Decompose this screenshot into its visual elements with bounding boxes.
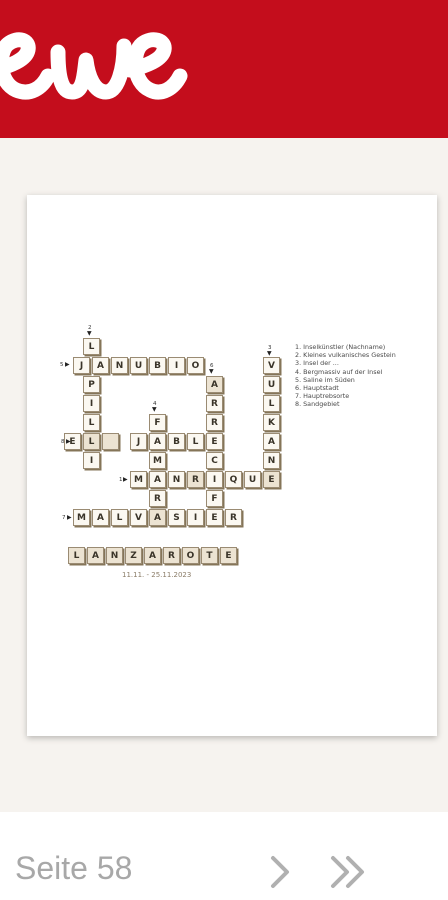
crossword-cell: A xyxy=(92,509,109,526)
crossword-cell: R xyxy=(187,471,204,488)
arrow-right-icon: ▶ xyxy=(123,476,128,483)
solution-cell: R xyxy=(163,547,180,564)
clue-item: 7. Hauptrebsorte xyxy=(295,392,350,401)
page-number-label: Seite 58 xyxy=(15,850,133,886)
crossword-cell: E xyxy=(206,509,223,526)
crossword-cell: I xyxy=(187,509,204,526)
clue-item: 3. Insel der ... xyxy=(295,359,339,368)
crossword-cell: R xyxy=(206,395,223,412)
crossword-cell: P xyxy=(83,376,100,393)
page-footer xyxy=(0,812,448,900)
crossword-cell: F xyxy=(206,490,223,507)
clue-number: 7 xyxy=(62,515,66,521)
crossword-cell: O xyxy=(187,357,204,374)
solution-cell: E xyxy=(220,547,237,564)
crossword-cell: E xyxy=(263,471,280,488)
solution-cell: Z xyxy=(125,547,142,564)
arrow-down-icon: ▼ xyxy=(209,368,214,375)
last-page-button[interactable] xyxy=(326,850,370,894)
crossword-cell xyxy=(102,433,119,450)
crossword-cell: A xyxy=(149,509,166,526)
solution-cell: T xyxy=(201,547,218,564)
clue-number: 6 xyxy=(210,363,214,369)
crossword-cell: A xyxy=(149,471,166,488)
crossword-cell: S xyxy=(168,509,185,526)
crossword-cell: I xyxy=(83,452,100,469)
crossword-cell: L xyxy=(83,338,100,355)
crossword-cell: I xyxy=(206,471,223,488)
crossword-cell: A xyxy=(263,433,280,450)
double-chevron-right-icon xyxy=(328,854,368,890)
ewe-logo xyxy=(0,0,200,138)
clue-list xyxy=(295,343,396,409)
solution-cell: O xyxy=(182,547,199,564)
clue-item: 2. Kleines vulkanisches Gestein xyxy=(295,351,396,360)
crossword-cell: M xyxy=(149,452,166,469)
clue-item: 6. Hauptstadt xyxy=(295,384,339,393)
crossword-cell: C xyxy=(206,452,223,469)
clue-number: 3 xyxy=(268,345,272,351)
chevron-right-icon xyxy=(268,854,292,890)
solution-cell: N xyxy=(106,547,123,564)
arrow-down-icon: ▼ xyxy=(87,330,92,337)
solution-cell: L xyxy=(68,547,85,564)
magazine-page[interactable] xyxy=(27,195,437,736)
crossword-cell: A xyxy=(92,357,109,374)
clue-number: 5 xyxy=(60,362,64,368)
crossword-cell: J xyxy=(130,433,147,450)
clue-number: 8 xyxy=(61,439,65,445)
arrow-right-icon: ▶ xyxy=(65,361,70,368)
crossword-cell: I xyxy=(168,357,185,374)
crossword-cell: R xyxy=(225,509,242,526)
crossword-cell: L xyxy=(263,395,280,412)
crossword-cell: I xyxy=(83,395,100,412)
crossword-cell: U xyxy=(244,471,261,488)
crossword-cell: K xyxy=(263,414,280,431)
solution-cell: A xyxy=(144,547,161,564)
crossword-cell: Q xyxy=(225,471,242,488)
clue-item: 5. Saline im Süden xyxy=(295,375,355,384)
crossword-cell: J xyxy=(73,357,90,374)
crossword-cell: A xyxy=(149,433,166,450)
crossword-cell: U xyxy=(130,357,147,374)
crossword-cell: L xyxy=(83,433,100,450)
crossword-cell: L xyxy=(187,433,204,450)
date-caption: 11.11. - 25.11.2023 xyxy=(122,571,192,579)
crossword-cell: R xyxy=(206,414,223,431)
crossword-cell: N xyxy=(263,452,280,469)
crossword-cell: V xyxy=(263,357,280,374)
reader-content xyxy=(0,138,448,812)
app-header xyxy=(0,0,448,138)
crossword-cell: L xyxy=(83,414,100,431)
crossword-cell: U xyxy=(263,376,280,393)
clue-item: 1. Inselkünstler (Nachname) xyxy=(295,343,386,351)
crossword-cell: A xyxy=(206,376,223,393)
crossword-cell: B xyxy=(149,357,166,374)
next-page-button[interactable] xyxy=(258,850,302,894)
crossword-cell: F xyxy=(149,414,166,431)
arrow-down-icon: ▼ xyxy=(152,406,157,413)
crossword-cell: B xyxy=(168,433,185,450)
crossword-cell: R xyxy=(149,490,166,507)
clue-number: 1 xyxy=(119,477,123,483)
clue-number: 4 xyxy=(153,401,157,407)
crossword-cell: E xyxy=(206,433,223,450)
crossword-cell: V xyxy=(130,509,147,526)
arrow-right-icon: ▶ xyxy=(67,514,72,521)
crossword-cell: M xyxy=(73,509,90,526)
arrow-right-icon: ▶ xyxy=(66,438,71,445)
clue-number: 2 xyxy=(88,325,92,331)
crossword-cell: M xyxy=(130,471,147,488)
crossword-cell: E xyxy=(64,433,81,450)
crossword-cell: N xyxy=(168,471,185,488)
arrow-down-icon: ▼ xyxy=(267,350,272,357)
clue-item: 8. Sandgebiet xyxy=(295,400,340,409)
clue-item: 4. Bergmassiv auf der Insel xyxy=(295,367,383,376)
solution-cell: A xyxy=(87,547,104,564)
crossword-cell: L xyxy=(111,509,128,526)
crossword-cell: N xyxy=(111,357,128,374)
